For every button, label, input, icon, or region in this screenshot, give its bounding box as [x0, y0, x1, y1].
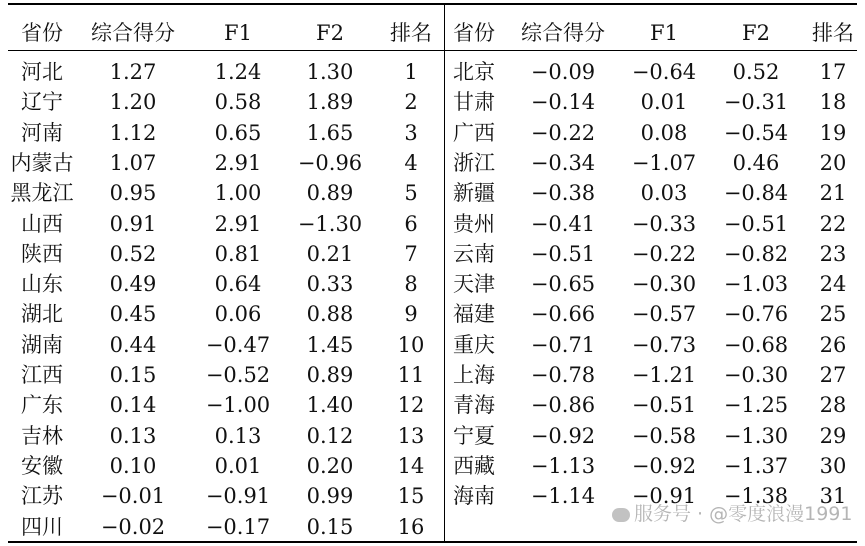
cell-f1: −0.22 [631, 241, 697, 266]
cell-total-score: 0.95 [109, 181, 157, 206]
cell-f1: 1.00 [214, 181, 262, 206]
cell-rank: 9 [404, 302, 418, 327]
cell-f2: −0.82 [723, 241, 789, 266]
cell-total-score: 0.91 [109, 211, 157, 236]
cell-f2: 0.20 [306, 453, 354, 478]
cell-rank: 17 [819, 60, 847, 84]
cell-rank: 10 [397, 332, 425, 357]
cell-f1: −0.51 [631, 393, 697, 418]
cell-total-score: 0.44 [109, 332, 157, 357]
cell-province: 天津 [453, 272, 495, 297]
cell-rank: 1 [404, 60, 418, 84]
cell-f1: 0.13 [214, 423, 262, 448]
header-province: 省份 [21, 21, 63, 45]
table-row [0, 421, 865, 451]
cell-total-score: 0.45 [109, 302, 157, 327]
cell-f1: −1.00 [205, 393, 271, 418]
cell-f1: −0.57 [631, 302, 697, 327]
cell-total-score: −0.71 [530, 332, 596, 357]
cell-province: 宁夏 [453, 423, 495, 448]
cell-f2: 1.40 [306, 393, 354, 418]
cell-total-score: 1.12 [109, 120, 157, 145]
header-total-score: 综合得分 [91, 21, 175, 45]
cell-f2: 0.15 [306, 514, 354, 539]
table-row [0, 330, 865, 360]
table-header-row [0, 18, 865, 48]
cell-province: 湖北 [21, 302, 63, 327]
cell-total-score: 0.15 [109, 363, 157, 387]
cell-rank: 8 [404, 272, 418, 297]
cell-f1: −0.52 [205, 363, 271, 387]
table-row [0, 87, 865, 117]
cell-rank: 30 [819, 453, 847, 478]
cell-rank: 26 [819, 332, 847, 357]
cell-f1: −0.33 [631, 211, 697, 236]
cell-f2: 0.89 [306, 181, 354, 206]
table-top-rule [8, 3, 857, 5]
cell-f1: 0.01 [640, 90, 688, 115]
header-f1: F1 [650, 21, 678, 45]
table-row [0, 118, 865, 148]
cell-province: 江西 [21, 363, 63, 387]
cell-f2: −0.51 [723, 211, 789, 236]
cell-province: 贵州 [453, 211, 495, 236]
cell-f1: 0.06 [214, 302, 262, 327]
cell-province: 重庆 [453, 332, 495, 357]
cell-f1: −0.73 [631, 332, 697, 357]
cell-rank: 28 [819, 393, 847, 418]
cell-f2: −0.54 [723, 120, 789, 145]
cell-total-score: −0.65 [530, 272, 596, 297]
cell-f1: −0.64 [631, 60, 697, 84]
cell-rank: 12 [397, 393, 425, 418]
cell-f1: 0.03 [640, 181, 688, 206]
cell-total-score: 1.07 [109, 150, 157, 175]
cell-total-score: −0.09 [530, 60, 596, 84]
cell-f2: −1.38 [723, 484, 789, 509]
cell-total-score: −0.41 [530, 211, 596, 236]
cell-f2: 0.52 [732, 60, 780, 84]
cell-province: 黑龙江 [10, 181, 74, 206]
cell-rank: 11 [397, 363, 425, 387]
cell-rank: 18 [819, 90, 847, 115]
cell-total-score: −0.01 [100, 484, 166, 509]
cell-f1: 1.24 [214, 60, 262, 84]
cell-total-score: 0.14 [109, 393, 157, 418]
cell-f1: −1.07 [631, 150, 697, 175]
table-row [0, 148, 865, 178]
header-f2: F2 [316, 21, 344, 45]
table-row [0, 360, 865, 390]
cell-province: 北京 [453, 60, 495, 84]
cell-rank: 15 [397, 484, 425, 509]
cell-province: 陕西 [21, 241, 63, 266]
table-row [0, 299, 865, 329]
cell-rank: 20 [819, 150, 847, 175]
cell-f2: 1.45 [306, 332, 354, 357]
cell-province: 新疆 [453, 181, 495, 206]
cell-f2: −0.76 [723, 302, 789, 327]
cell-f2: 0.89 [306, 363, 354, 387]
cell-f2: −1.37 [723, 453, 789, 478]
table-row [0, 57, 865, 87]
cell-f1: −1.21 [631, 363, 697, 387]
cell-f2: 0.99 [306, 484, 354, 509]
cell-province: 安徽 [21, 453, 63, 478]
cell-f1: −0.17 [205, 514, 271, 539]
cell-total-score: −0.34 [530, 150, 596, 175]
cell-f1: −0.47 [205, 332, 271, 357]
header-f2: F2 [742, 21, 770, 45]
cell-f2: 1.89 [306, 90, 354, 115]
cell-rank: 27 [819, 363, 847, 387]
cell-total-score: −0.02 [100, 514, 166, 539]
cell-total-score: −0.92 [530, 423, 596, 448]
cell-total-score: −1.14 [530, 484, 596, 509]
cell-rank: 25 [819, 302, 847, 327]
cell-rank: 21 [819, 181, 847, 206]
cell-province: 浙江 [453, 150, 495, 175]
cell-f2: −1.30 [297, 211, 363, 236]
watermark-text: 服务号 · @零度浪漫1991 [634, 503, 853, 525]
cell-province: 青海 [453, 393, 495, 418]
cell-f1: 0.64 [214, 272, 262, 297]
cell-f1: 2.91 [214, 150, 262, 175]
cell-total-score: −0.14 [530, 90, 596, 115]
cell-f2: 0.88 [306, 302, 354, 327]
cell-province: 河南 [21, 120, 63, 145]
header-province: 省份 [453, 21, 495, 45]
cell-province: 江苏 [21, 484, 63, 509]
header-f1: F1 [224, 21, 252, 45]
cell-province: 湖南 [21, 332, 63, 357]
cell-f2: 1.30 [306, 60, 354, 84]
cell-rank: 5 [404, 181, 418, 206]
cell-f2: 0.21 [306, 241, 354, 266]
cell-rank: 4 [404, 150, 418, 175]
cell-total-score: −0.38 [530, 181, 596, 206]
cell-province: 河北 [21, 60, 63, 84]
cell-f1: −0.91 [205, 484, 271, 509]
table-row [0, 451, 865, 481]
cell-f1: 0.08 [640, 120, 688, 145]
cell-f1: 0.01 [214, 453, 262, 478]
cell-total-score: −1.13 [530, 453, 596, 478]
cell-f2: 0.12 [306, 423, 354, 448]
cell-f1: −0.30 [631, 272, 697, 297]
cell-total-score: −0.51 [530, 241, 596, 266]
cell-total-score: 0.10 [109, 453, 157, 478]
cell-f1: 0.65 [214, 120, 262, 145]
cell-f1: 0.58 [214, 90, 262, 115]
table-row [0, 239, 865, 269]
cell-f2: 0.46 [732, 150, 780, 175]
cell-rank: 2 [404, 90, 418, 115]
cell-province: 福建 [453, 302, 495, 327]
cell-rank: 16 [397, 514, 425, 539]
cell-total-score: 0.52 [109, 241, 157, 266]
cell-total-score: 0.49 [109, 272, 157, 297]
cell-f1: 0.81 [214, 241, 262, 266]
cell-f1: −0.92 [631, 453, 697, 478]
cell-rank: 6 [404, 211, 418, 236]
cell-f2: −0.30 [723, 363, 789, 387]
cell-total-score: −0.22 [530, 120, 596, 145]
cell-f2: −0.96 [297, 150, 363, 175]
table-row [0, 269, 865, 299]
cell-rank: 22 [819, 211, 847, 236]
table-row [0, 390, 865, 420]
cell-province: 西藏 [453, 453, 495, 478]
cell-rank: 14 [397, 453, 425, 478]
cell-province: 海南 [453, 484, 495, 509]
cell-province: 内蒙古 [10, 150, 74, 175]
cell-f2: −0.31 [723, 90, 789, 115]
cell-province: 吉林 [21, 423, 63, 448]
cell-total-score: −0.66 [530, 302, 596, 327]
cell-province: 山西 [21, 211, 63, 236]
cell-f2: −1.03 [723, 272, 789, 297]
cell-f1: 2.91 [214, 211, 262, 236]
cell-rank: 3 [404, 120, 418, 145]
cell-province: 甘肃 [453, 90, 495, 115]
cell-f2: −1.25 [723, 393, 789, 418]
wechat-icon [612, 508, 630, 522]
cell-province: 山东 [21, 272, 63, 297]
header-rank: 排名 [812, 21, 854, 45]
cell-total-score: −0.78 [530, 363, 596, 387]
cell-rank: 24 [819, 272, 847, 297]
cell-total-score: −0.86 [530, 393, 596, 418]
watermark [612, 500, 852, 528]
cell-total-score: 0.13 [109, 423, 157, 448]
cell-province: 广西 [453, 120, 495, 145]
cell-rank: 19 [819, 120, 847, 145]
cell-rank: 13 [397, 423, 425, 448]
cell-province: 上海 [453, 363, 495, 387]
cell-province: 四川 [21, 514, 63, 539]
cell-f1: −0.91 [631, 484, 697, 509]
cell-rank: 7 [404, 241, 418, 266]
cell-total-score: 1.20 [109, 90, 157, 115]
table-row [0, 178, 865, 208]
table-row [0, 209, 865, 239]
header-total-score: 综合得分 [521, 21, 605, 45]
table-header-rule [8, 50, 857, 51]
cell-f2: 1.65 [306, 120, 354, 145]
cell-f1: −0.58 [631, 423, 697, 448]
cell-f2: −0.84 [723, 181, 789, 206]
cell-rank: 23 [819, 241, 847, 266]
cell-rank: 31 [819, 484, 847, 509]
cell-rank: 29 [819, 423, 847, 448]
header-rank: 排名 [390, 21, 432, 45]
cell-f2: −1.30 [723, 423, 789, 448]
cell-total-score: 1.27 [109, 60, 157, 84]
cell-province: 广东 [21, 393, 63, 418]
cell-province: 辽宁 [21, 90, 63, 115]
cell-f2: 0.33 [306, 272, 354, 297]
cell-f2: −0.68 [723, 332, 789, 357]
cell-province: 云南 [453, 241, 495, 266]
